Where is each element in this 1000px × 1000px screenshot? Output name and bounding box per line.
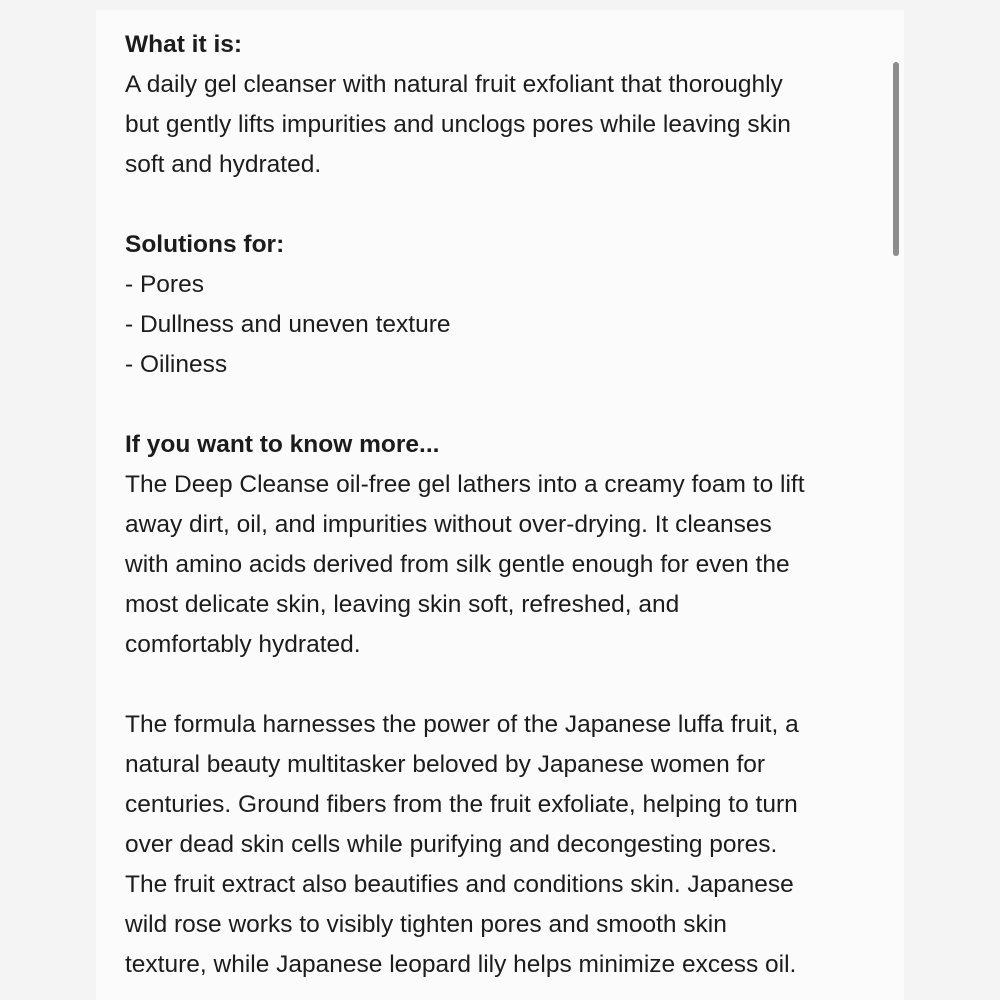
solution-item-oiliness: - Oiliness <box>125 351 228 378</box>
section-spacer <box>125 385 885 425</box>
vertical-scrollbar[interactable] <box>893 62 901 256</box>
know-more-line: most delicate skin, leaving skin soft, refreshed, and <box>125 591 680 618</box>
know-more-line: The Deep Cleanse oil-free gel lathers into a creamy foam to lift <box>125 471 805 498</box>
formula-line: The formula harnesses the power of the Japanese luffa fruit, a <box>125 711 799 738</box>
solutions-for-heading: Solutions for: <box>125 231 285 258</box>
formula-line: wild rose works to visibly tighten pores and smooth skin <box>125 911 727 938</box>
solution-item-dullness: - Dullness and uneven texture <box>125 311 451 338</box>
know-more-line: with amino acids derived from silk gentle enough for even the <box>125 551 790 578</box>
section-spacer <box>125 665 885 705</box>
formula-line: The fruit extract also beautifies and conditions skin. Japanese <box>125 871 794 898</box>
formula-line: centuries. Ground fibers from the fruit exfoliate, helping to turn <box>125 791 798 818</box>
description-panel[interactable] <box>96 10 904 1000</box>
product-description <box>125 25 885 985</box>
know-more-line: comfortably hydrated. <box>125 631 361 658</box>
formula-line: texture, while Japanese leopard lily helps minimize excess oil. <box>125 951 797 978</box>
formula-line: over dead skin cells while purifying and decongesting pores. <box>125 831 778 858</box>
what-it-is-line: but gently lifts impurities and unclogs pores while leaving skin <box>125 111 791 138</box>
what-it-is-heading: What it is: <box>125 31 243 58</box>
solution-item-pores: - Pores <box>125 271 204 298</box>
section-spacer <box>125 185 885 225</box>
what-it-is-line: soft and hydrated. <box>125 151 322 178</box>
know-more-heading: If you want to know more... <box>125 431 440 458</box>
scrollbar-thumb[interactable] <box>893 62 899 256</box>
know-more-line: away dirt, oil, and impurities without over-drying. It cleanses <box>125 511 772 538</box>
what-it-is-line: A daily gel cleanser with natural fruit exfoliant that thoroughly <box>125 71 783 98</box>
formula-line: natural beauty multitasker beloved by Japanese women for <box>125 751 766 778</box>
